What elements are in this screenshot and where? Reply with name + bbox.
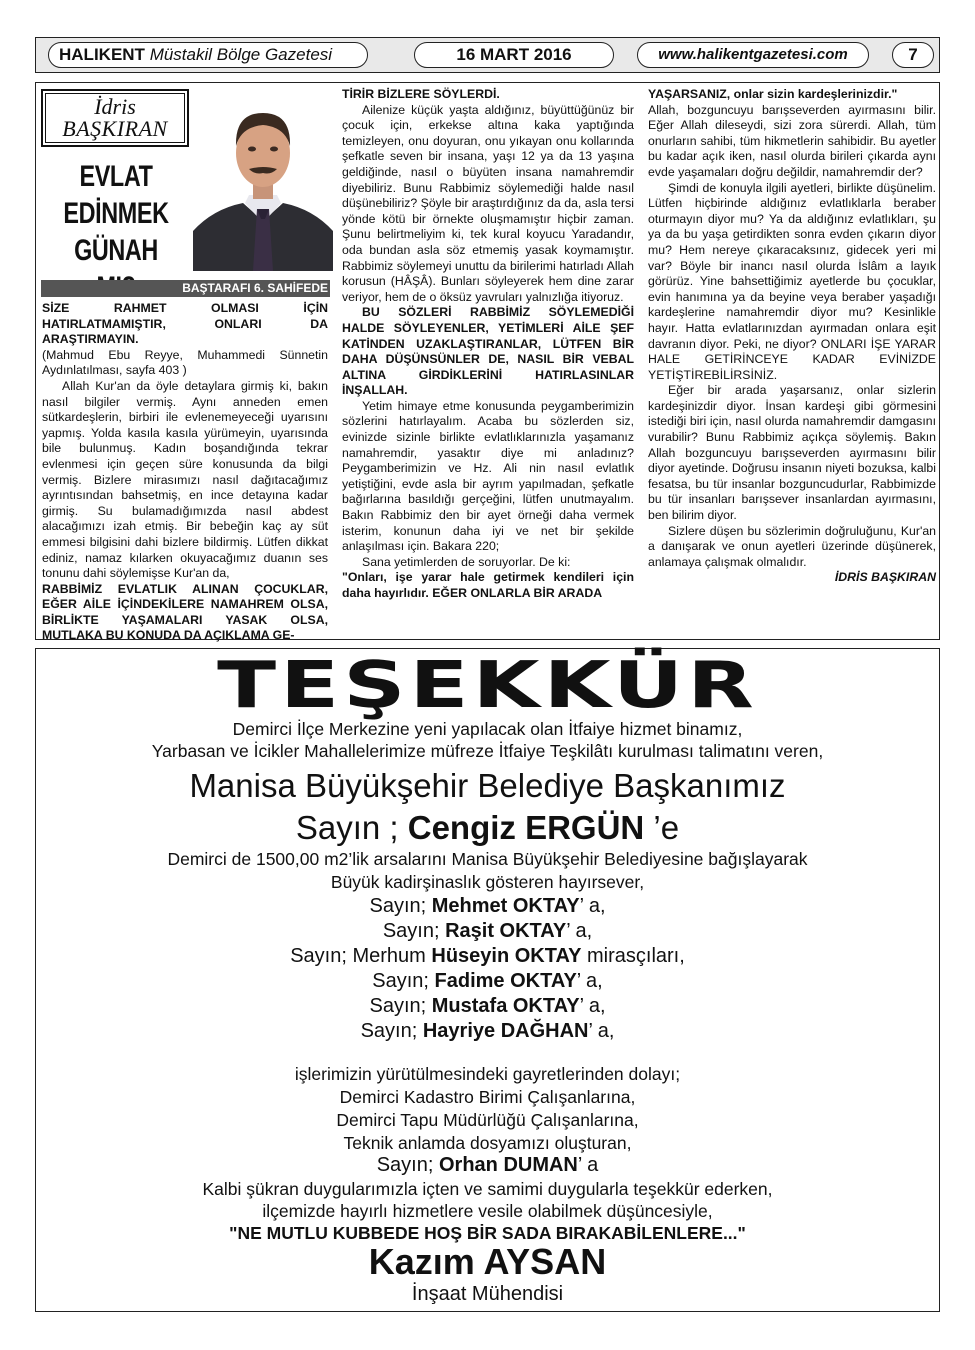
donor-name: Fadime OKTAY — [434, 970, 577, 992]
article-paragraph: Ailenize küçük yaşta aldığınız, büyüttüğünüz bir çocuk için, erkekse altına kaka yaptığında temizleyen, onu doyuran, onu yıkayan onu kollarında şefkatle seven bir insana, yaşı 12 ya da 13 yaşına geldiğinde, nasıl o büyüten insana namahremdir diyebiliriz. Bunu Rabbimiz söylemediği halde nasıl düşünebiliriz? Şöyle bir araştırdığınız da da, asla tersi yönde kötü bir örnekte oluşmamıştır hiçbir zaman. Şunu belirtmeliyim ki, tek kural koyucu Yaradandır, oda bundan asla söz etmemiş yasak koymamıştır. Rabbimiz söylemeyi unuttu da birilerimi hatırladı Allah korusun (HÂŞÂ). Bunları söyleyerek hem dine zarar veriyor, hem de o öksüz yavruları yalnızlığa itiyoruz. — [342, 102, 634, 304]
brand-name: HALIKENT — [59, 45, 145, 64]
announcement-line: Büyük kadirşinaslık gösteren hayırsever, — [330, 872, 645, 892]
headline-line: EVLAT — [79, 160, 153, 193]
suffix: ’ a, — [579, 895, 606, 917]
donor-line — [36, 920, 939, 943]
article-paragraph: Allah, bozguncuyu barışseverden ayırmasını bilir. Eğer Allah dileseydi, sizi zora sürerdi. Allah, tüm onurların sahibi, tüm hikmetlerin sahibidir. Bu ayetler bu kadar açık iken, nasıl olurda birileri çıkarda aynı evde yaşamaları doğru değildir, namahremdir der? — [648, 102, 936, 179]
mayor-title: Manisa Büyükşehir Belediye Başkanımız — [189, 767, 786, 804]
suffix: ’ a, — [576, 970, 603, 992]
article-column-3 — [648, 87, 936, 586]
thank-you-announcement — [35, 648, 940, 1312]
motto-line: "NE MUTLU KUBBEDE HOŞ BİR SADA BIRAKABİLENLERE..." — [229, 1223, 746, 1243]
article-paragraph: Eğer bir arada yaşarsanız, onlar sizlerin kardeşinizdir diyor. İnsan kardeşi gibi görmesini istediği biri için, nasıl olurda namahremdir damgasını vurabilir? Bunu Rabbimiz açıkça söylemiş. Bakın Allah bozguncuyu barışseverden ayırmasını bilir diyor ayetinde. Doğrusu insanın niyeti bozuksa, kalbi fesatsa, bu tür insanlar bozguncudurlar, Rabbimizde bu tür insanları barışsever insanlardan ayırmasını, ben bilirim diyor. — [648, 383, 936, 523]
page-header — [35, 37, 940, 73]
suffix: ’ a, — [579, 995, 606, 1017]
announcement-line: ilçemizde hayırlı hizmetlere vesile olabilmek düşüncesiyle, — [262, 1201, 713, 1221]
signer-name: Kazım AYSAN — [368, 1241, 607, 1282]
announcement-line: Demirci Kadastro Birimi Çalışanlarına, — [339, 1087, 636, 1107]
mayor-name: Cengiz ERGÜN — [407, 809, 645, 846]
article-paragraph: TİRİR BİZLERE SÖYLERDİ. — [342, 87, 500, 101]
suffix: ’e — [644, 809, 680, 846]
article-paragraph: Yetim himaye etme konusunda peygamberimizin sözlerini hatırlayalım. Acaba bu sözlerden siz, evinizde sizinle birlikte evlatlıklarınızla yaşamanız namahremdir, yasaktır diye mi anladınız? Peygamberimizin ve Hz. Ali nin nasıl evlatlık yetiştiğini, evde asla bir ayrım yapılmadan, şefkatle bağırlarına basıldığı gerçeğini, lütfen unutmayalım. Bakın Rabbimiz den bir ayet örneği daha vermek isterim, konunun daha iyi ve net bir şekilde anlaşılması için. Bakara 220; — [342, 398, 634, 554]
announcement-line: Teknik anlamda dosyamızı oluşturan, — [343, 1133, 632, 1153]
donor-name: Raşit OKTAY — [445, 920, 567, 942]
honorific: Sayın; — [372, 970, 435, 992]
donor-name: Mustafa OKTAY — [431, 995, 580, 1017]
honorific: Sayın; — [376, 1154, 439, 1176]
honorific: Sayın; — [369, 895, 432, 917]
announcement-line: Demirci Tapu Müdürlüğü Çalışanlarına, — [336, 1110, 639, 1130]
brand-subtitle: Müstakil Bölge Gazetesi — [149, 45, 333, 64]
suffix: mirasçıları, — [581, 945, 685, 967]
website-link[interactable]: www.halikentgazetesi.com — [637, 42, 869, 68]
article-paragraph: Sizlere düşen bu sözlerimin doğruluğunu, Kur'an a danışarak ve onun ayetleri üzerinde düşünerek, anlamaya çalışmak olmalıdır. — [648, 523, 936, 569]
honorific: Sayın; — [360, 1020, 423, 1042]
article-paragraph: RABBİMİZ EVLATLIK ALINAN ÇOCUKLAR, EĞER AİLE İÇİNDEKİLERE NAMAHREM OLSA, BİRLİKTE YAŞAMALARI YASAK OLSA, MUTLAKA BU KONUDA DA AÇIKLAMA GE- — [42, 581, 328, 643]
announcement-line: işlerimizin yürütülmesindeki gayretlerinden dolayı; — [294, 1064, 681, 1084]
headline-line: EDİNMEK — [63, 197, 169, 230]
donor-line — [36, 1020, 939, 1043]
suffix: ’ a, — [566, 920, 593, 942]
column-article — [35, 82, 940, 643]
article-column-2 — [342, 87, 634, 602]
donor-name: Hayriye DAĞHAN — [422, 1020, 589, 1042]
article-column-1 — [42, 301, 328, 644]
continued-from-banner: BAŞTARAFI 6. SAHİFEDE — [41, 280, 330, 297]
newspaper-brand — [48, 42, 368, 68]
article-paragraph: Şimdi de konuyla ilgili ayetleri, birlikte düşünelim. Lütfen hiçbirinde aldığınız evlatlıklarla beraber oturmayın diyor mu? Ya da aldığınız evlatlıkları, şu ya da bu yaşa getirdikten sonra evden çıkarın diyor mu? Hem nereye çıkaracaksınız, gidecek yeri mi var? Böyle bir inancı nasıl olurda İslâm a layık görürüz. Yine bahsettiğimiz ayetlerde bu çocuklar, evin hanımına ya da beyine veya beraber yaşadığı kardeşlerine namahremdir diyor mu? Kesinlikle hayır. Hatta evlatlarınızdan ayırmadan onlara eşit davranın diyor. Peki, ne diyor? ONLARI İŞE YARAR HALE GETİRİNCEYE KADAR EVİNİZDE YETİŞTİREBİLİRSİNİZ. — [648, 180, 936, 382]
article-paragraph: BU SÖZLERİ RABBİMİZ SÖYLEMEDİĞİ HALDE SÖYLEYENLER, YETİMLERİ AİLE ŞEF KATİNDEN UZAKLAŞTIRANLAR, LÜTFEN BİR DAHA DÜŞÜNSÜNLER DE, NASIL BİR VEBAL ALTINA GİRDİKLERİNİ HATIRLASINLAR İNŞALLAH. — [342, 305, 634, 398]
suffix: ’ a, — [588, 1020, 615, 1042]
donor-name: Mehmet OKTAY — [431, 895, 580, 917]
article-paragraph: SİZE RAHMET OLMASI İÇİN HATIRLATMAMIŞTIR, ONLARI DA ARAŞTIRMAYIN. — [42, 301, 328, 347]
announcement-title: TEŞEKKÜR — [217, 649, 758, 723]
donor-line — [36, 970, 939, 993]
headline-line: GÜNAH — [74, 234, 158, 267]
signer-title: İnşaat Mühendisi — [411, 1283, 564, 1305]
announcement-line: Demirci de 1500,00 m2’lik arsalarını Manisa Büyükşehir Belediyesine bağışlayarak — [167, 849, 808, 869]
author-last-name: BAŞKIRAN — [62, 116, 168, 141]
honorific: Sayın ; — [295, 809, 408, 846]
announcement-line: Kalbi şükran duygularımızla içten ve samimi duygularla teşekkür ederken, — [202, 1179, 773, 1199]
article-paragraph: "Onları, işe yarar hale getirmek kendileri için daha hayırlıdır. EĞER ONLARLA BİR ARADA — [342, 570, 634, 600]
honorific: Sayın; — [382, 920, 446, 942]
announcement-line: Demirci İlçe Merkezine yeni yapılacak olan İtfaiye hizmet binamız, — [232, 719, 743, 739]
honorific: Sayın; — [369, 995, 432, 1017]
author-photo — [193, 91, 333, 271]
author-byline — [41, 89, 189, 147]
donor-name: Hüseyin OKTAY — [431, 945, 582, 967]
surveyor-line — [36, 1154, 939, 1177]
article-paragraph: İDRİS BAŞKIRAN — [834, 570, 936, 585]
surveyor-name: Orhan DUMAN — [438, 1154, 578, 1176]
article-paragraph: Sana yetimlerden de soruyorlar. De ki: — [362, 554, 571, 569]
honorific: Sayın; Merhum — [290, 945, 432, 967]
article-paragraph: Allah Kur'an da öyle detaylara girmiş ki, bakın nasıl bilgiler vermiş. Aynı anneden emen sütkardeşlerin, birbiri ile evlenemeyeceği uyarısını yapmış. Yolda kasıla kasıla yürümeyin, uyarısında bile bulunmuş. Kadın boşandığında tekrar evlenmesi için geçen süre konusunda da bilgi vermiş. Bizlere mirasımızı nasıl dağıtacağımız ayrıntısından bahsetmiş, en ince detayına kadar girmiş. Su bulamadığımızda nasıl abdest alacağımızı izah etmiş. Bir bebeğin kaç ay süt emmesi bilgisini dahi bizlere bildirmiş. Lütfen dikkat ediniz, namaz kılarken okuyacağımız duanın ses tonunu dahi söylemişse Kur'an da, — [42, 378, 328, 581]
issue-date: 16 MART 2016 — [414, 42, 614, 68]
suffix: ’ a — [577, 1154, 599, 1176]
donor-line — [36, 895, 939, 918]
article-paragraph: YAŞARSANIZ, onlar sizin kardeşlerinizdir." — [648, 87, 898, 101]
donor-line — [36, 995, 939, 1018]
announcement-line: Yarbasan ve İcikler Mahallelerimize müfreze İtfaiye Teşkilâtı kurulması talimatını veren, — [151, 741, 824, 761]
donor-line — [36, 945, 939, 968]
article-paragraph: (Mahmud Ebu Reyye, Muhammedi Sünnetin Aydınlatılması, sayfa 403 ) — [42, 347, 328, 378]
page-number: 7 — [892, 42, 934, 68]
mayor-name-line — [36, 809, 939, 847]
author-first-name: İdris — [94, 94, 136, 119]
